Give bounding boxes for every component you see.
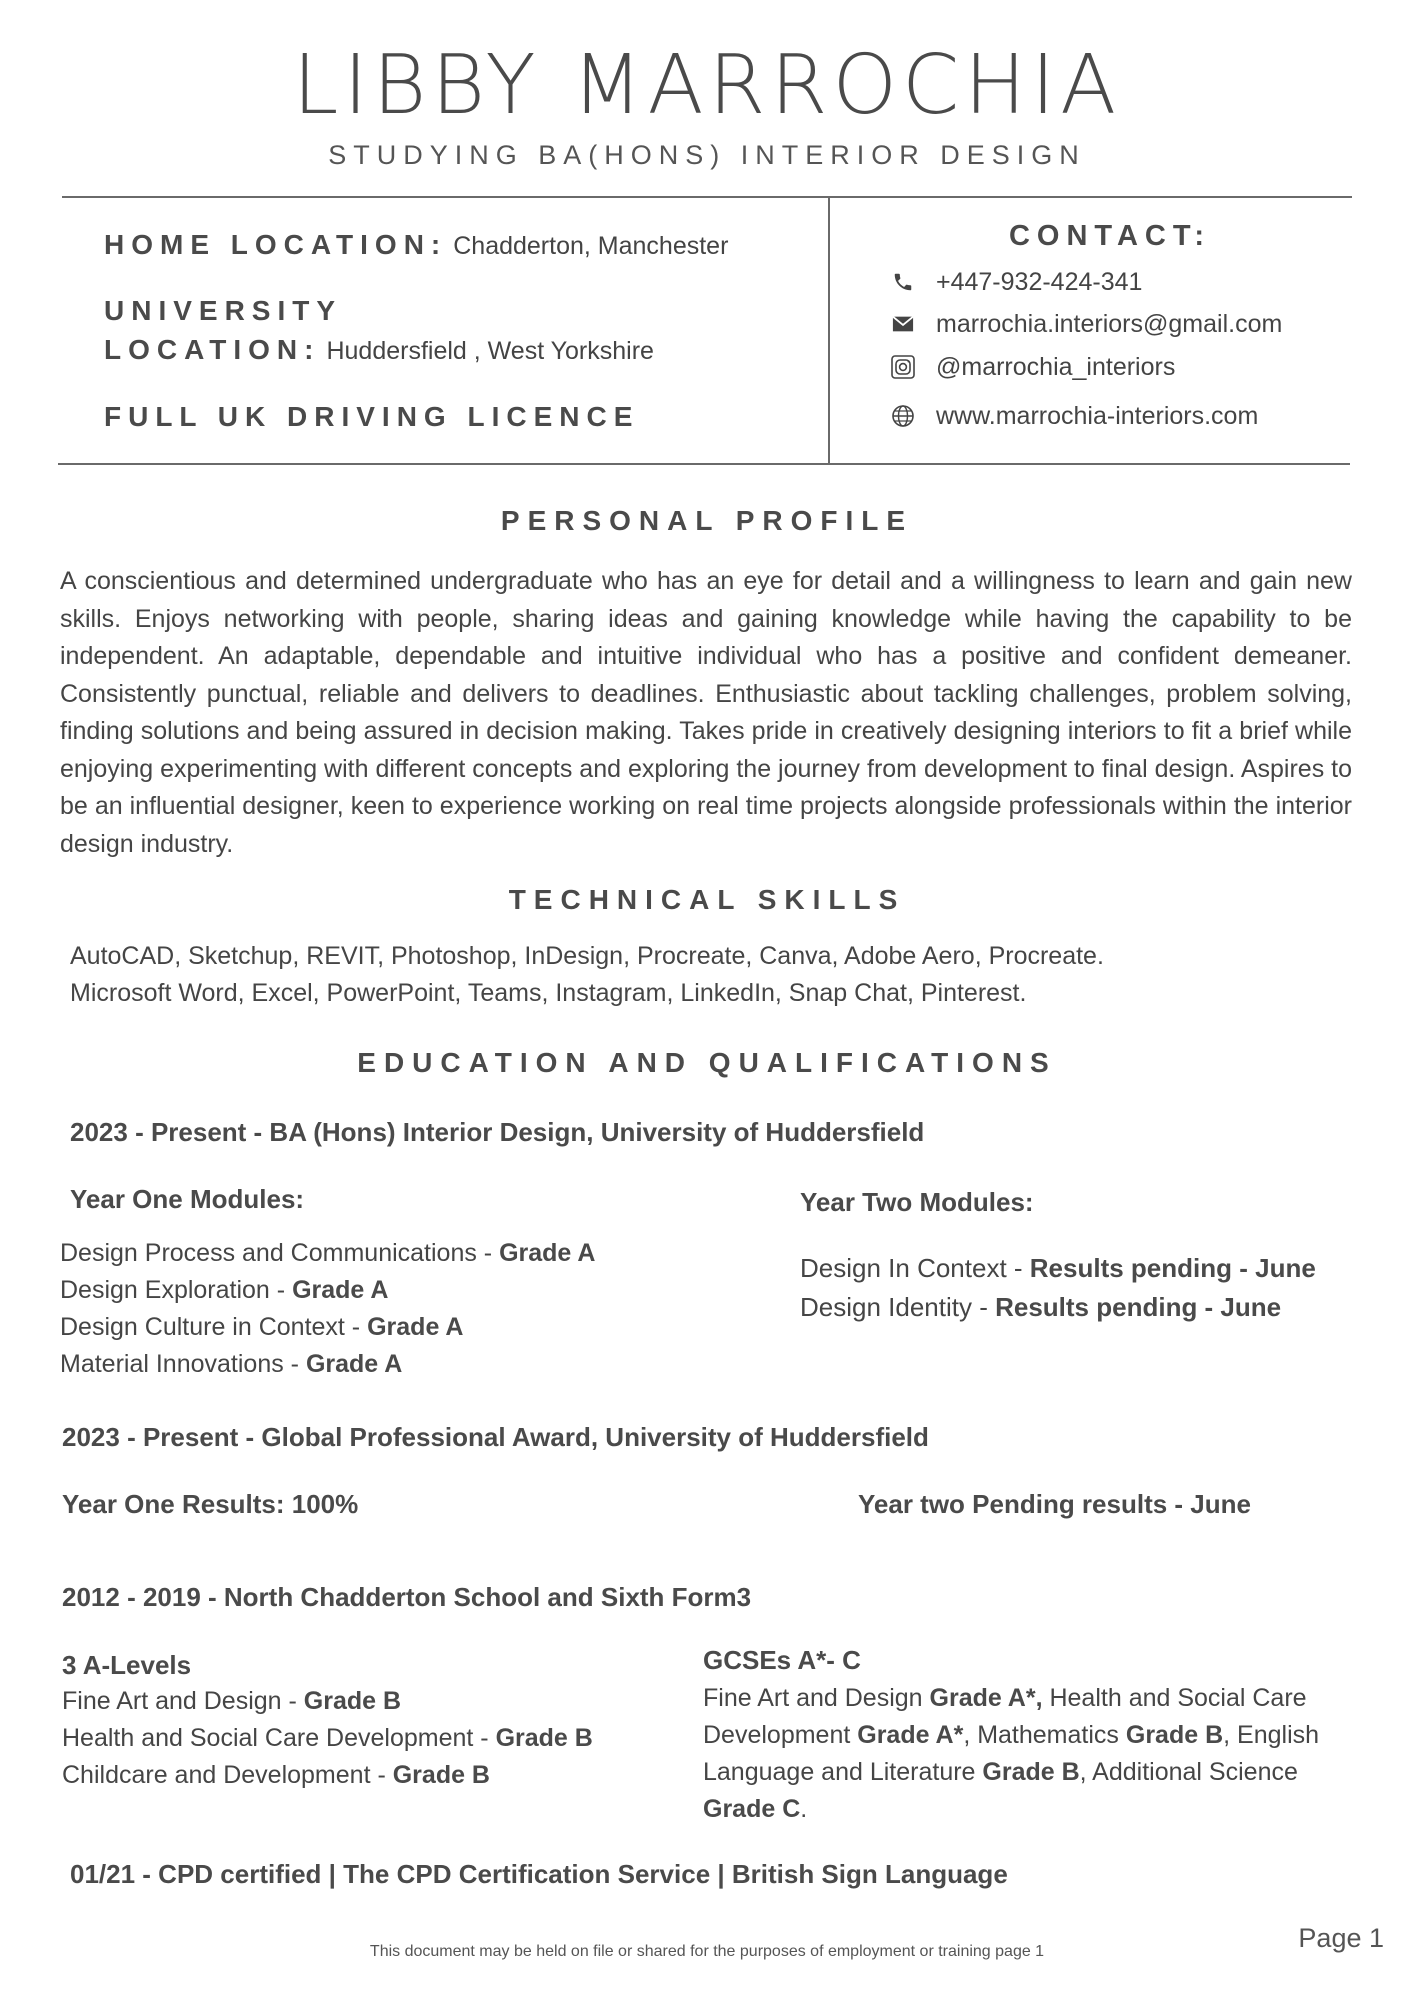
candidate-subtitle: STUDYING BA(HONS) INTERIOR DESIGN bbox=[328, 140, 1086, 170]
award-year-one-result: Year One Results: 100% bbox=[62, 1489, 359, 1519]
email-address[interactable]: marrochia.interiors@gmail.com bbox=[936, 309, 1283, 338]
list-item: Design In Context - Results pending - June bbox=[800, 1253, 1316, 1283]
skills-line-2: Microsoft Word, Excel, PowerPoint, Teams, Instagram, LinkedIn, Snap Chat, Pinterest. bbox=[70, 979, 1027, 1007]
list-item: Material Innovations - Grade A bbox=[60, 1350, 403, 1378]
contact-email bbox=[890, 308, 1282, 340]
home-location bbox=[104, 226, 728, 264]
profile-text: A conscientious and determined undergraduate who has an eye for detail and a willingness to learn and gain new skills. Enjoys networking with people, sharing ideas and gaining knowledge while having the capability to be independent. An adaptable, dependable and intuitive individual who has a positive and confident demeaner. Consistently punctual, reliable and delivers to deadlines. Enthusiastic about tackling challenges, problem solving, finding solutions and being assured in decision making. Takes pride in creatively designing interiors to fit a brief while enjoying experimenting with different concepts and exploring the journey from development to final design. Aspires to be an influential designer, keen to experience working on real time projects alongside professionals within the interior design industry. bbox=[60, 567, 1352, 858]
contact-website bbox=[890, 400, 1258, 432]
university-location-label-line1: UNIVERSITY bbox=[104, 295, 343, 326]
contact-instagram bbox=[890, 351, 1175, 383]
skills-heading: TECHNICAL SKILLS bbox=[508, 884, 906, 915]
alevels-title: 3 A-Levels bbox=[62, 1650, 192, 1680]
list-item: Design Exploration - Grade A bbox=[60, 1276, 389, 1304]
driving-licence: FULL UK DRIVING LICENCE bbox=[104, 401, 640, 432]
gcse-details: Fine Art and Design Grade A*, Health and Social Care Development Grade A*, Mathematics Grade B, English Language and Literature Grade B, Additional Science Grade C. bbox=[703, 1684, 1320, 1823]
list-item: Fine Art and Design - Grade B bbox=[62, 1687, 402, 1715]
skills-line-1: AutoCAD, Sketchup, REVIT, Photoshop, InDesign, Procreate, Canva, Adobe Aero, Procreate. bbox=[70, 942, 1104, 970]
page-number: Page 1 bbox=[1298, 1923, 1384, 1953]
list-item: Design Culture in Context - Grade A bbox=[60, 1313, 464, 1341]
globe-icon bbox=[890, 403, 916, 429]
cpd-entry: 01/21 - CPD certified | The CPD Certification Service | British Sign Language bbox=[70, 1859, 1008, 1889]
top-divider bbox=[62, 196, 1352, 198]
list-item: Childcare and Development - Grade B bbox=[62, 1761, 490, 1789]
email-icon bbox=[890, 311, 916, 337]
education-heading: EDUCATION AND QUALIFICATIONS bbox=[357, 1047, 1057, 1078]
gcse-title: GCSEs A*- C bbox=[703, 1645, 861, 1675]
list-item: Health and Social Care Development - Grade B bbox=[62, 1724, 593, 1752]
footer-note: This document may be held on file or shared for the purposes of employment or training page 1 bbox=[369, 1943, 1045, 1960]
school-entry: 2012 - 2019 - North Chadderton School and Sixth Form3 bbox=[62, 1582, 752, 1612]
profile-heading: PERSONAL PROFILE bbox=[500, 505, 914, 536]
bottom-divider bbox=[58, 463, 1350, 465]
candidate-name: LIBBY MARROCHIA bbox=[292, 38, 1122, 133]
award-entry: 2023 - Present - Global Professional Award, University of Huddersfield bbox=[62, 1422, 929, 1452]
year-two-title: Year Two Modules: bbox=[800, 1187, 1034, 1217]
contact-phone bbox=[890, 266, 1142, 298]
year-one-modules bbox=[60, 1235, 595, 1383]
university-location-label-line2: LOCATION: bbox=[104, 334, 321, 365]
contact-title: CONTACT: bbox=[1008, 220, 1212, 252]
phone-number[interactable]: +447-932-424-341 bbox=[936, 267, 1143, 296]
award-year-two-result: Year two Pending results - June bbox=[858, 1489, 1251, 1519]
list-item: Design Process and Communications - Grade A bbox=[60, 1239, 596, 1267]
phone-icon bbox=[890, 269, 916, 295]
instagram-icon bbox=[890, 354, 916, 380]
degree-entry: 2023 - Present - BA (Hons) Interior Design, University of Huddersfield bbox=[70, 1117, 925, 1147]
year-one-title: Year One Modules: bbox=[70, 1184, 305, 1214]
university-location-value: Huddersfield , West Yorkshire bbox=[326, 337, 654, 365]
year-two-modules bbox=[800, 1249, 1316, 1327]
alevels-list bbox=[62, 1683, 593, 1794]
university-location bbox=[104, 331, 654, 369]
home-location-value: Chadderton, Manchester bbox=[453, 232, 729, 260]
list-item: Design Identity - Results pending - June bbox=[800, 1292, 1282, 1322]
website-url[interactable]: www.marrochia-interiors.com bbox=[936, 401, 1259, 430]
instagram-handle[interactable]: @marrochia_interiors bbox=[936, 352, 1176, 381]
home-location-label: HOME LOCATION: bbox=[104, 229, 448, 260]
